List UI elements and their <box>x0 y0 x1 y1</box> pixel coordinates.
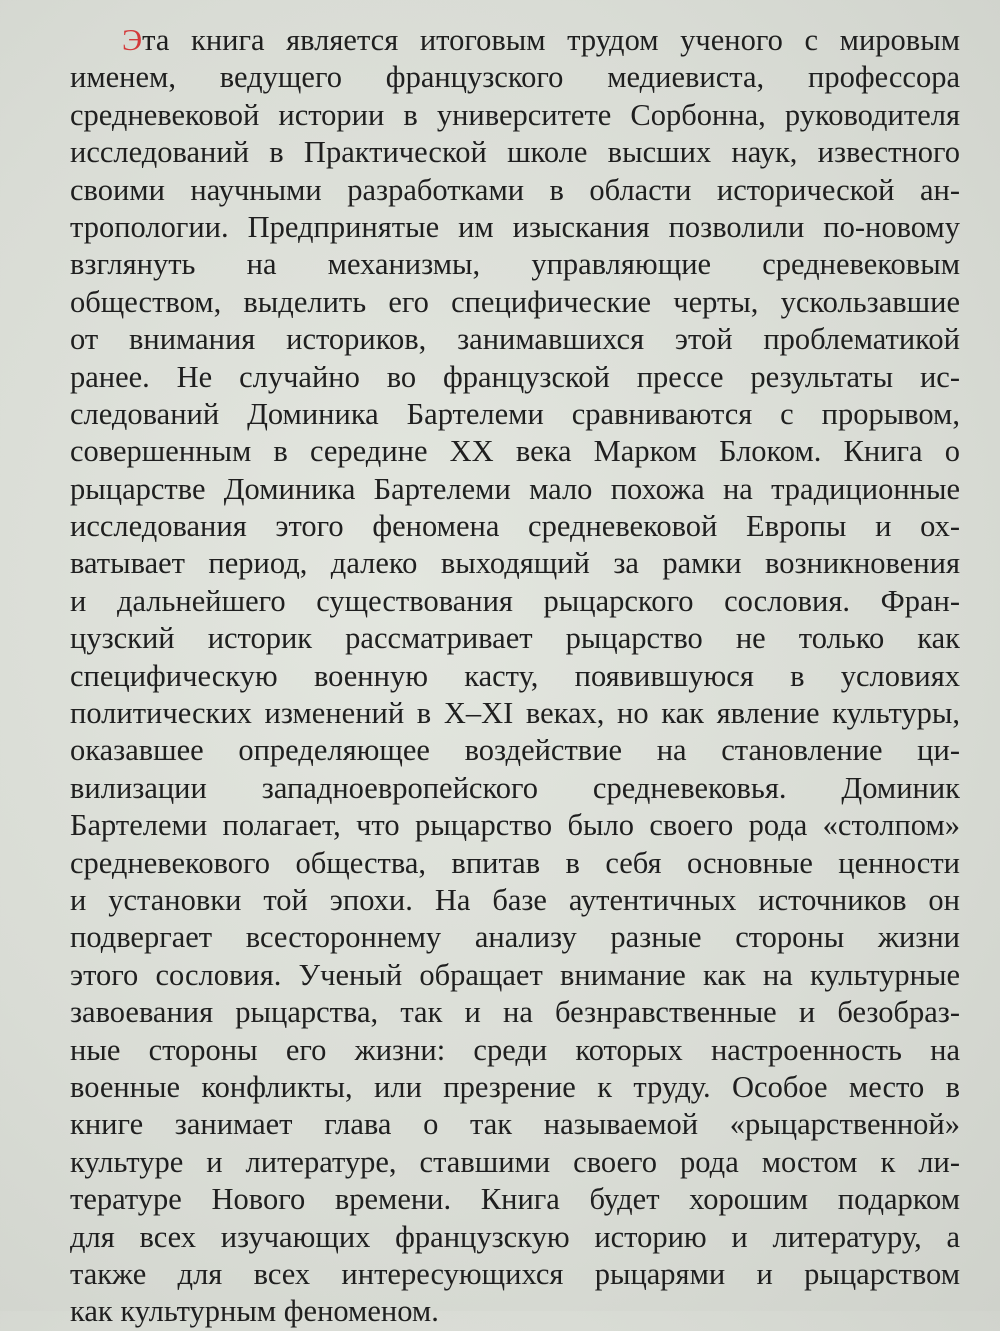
text-line: вилизации западноевропейского средневековья. Доминик <box>70 770 960 805</box>
drop-cap-letter: Э <box>122 23 143 57</box>
text-line: и дальнейшего существования рыцарского сословия. Фран- <box>70 583 960 618</box>
text-line: ранее. Не случайно во французской прессе результаты ис- <box>70 359 960 394</box>
text-line: оказавшее определяющее воздействие на становление ци- <box>70 733 960 768</box>
text-line: также для всех интересующихся рыцарями и рыцарством <box>70 1256 960 1291</box>
text-line: военные конфликты, или презрение к труду. Особое место в <box>70 1069 960 1104</box>
text-line: и установки той эпохи. На базе аутентичных источников он <box>70 882 960 917</box>
text-line: тературе Нового времени. Книга будет хорошим подарком <box>70 1182 960 1217</box>
text-line: средневекового общества, впитав в себя основные ценности <box>70 845 960 880</box>
first-line-text: та книга является итоговым трудом ученого с мировым <box>142 23 960 57</box>
annotation-text <box>70 22 960 1331</box>
text-line: тропологии. Предпринятые им изыскания позволили по-новому <box>70 209 960 244</box>
text-line: книге занимает глава о так называемой «рыцарственной» <box>70 1107 960 1142</box>
text-line: специфическую военную касту, появившуюся в условиях <box>70 658 960 693</box>
text-line: рыцарстве Доминика Бартелеми мало похожа на традиционные <box>70 471 960 506</box>
text-line: обществом, выделить его специфические черты, ускользавшие <box>70 284 960 319</box>
text-line: политических изменений в X–XI веках, но как явление культуры, <box>70 696 960 731</box>
text-line: своими научными разработками в области исторической ан- <box>70 172 960 207</box>
text-line: подвергает всестороннему анализу разные стороны жизни <box>70 920 960 955</box>
text-line-last: как культурным феноменом. <box>70 1294 439 1329</box>
text-line: совершенным в середине XX века Марком Блоком. Книга о <box>70 434 960 469</box>
text-line: именем, ведущего французского медиевиста, профессора <box>70 60 960 95</box>
text-line-1 <box>70 22 960 59</box>
text-line: средневековой истории в университете Сорбонна, руководителя <box>70 97 960 132</box>
text-line: завоевания рыцарства, так и на безнравственные и безобраз- <box>70 995 960 1030</box>
text-line: от внимания историков, занимавшихся этой проблематикой <box>70 322 960 357</box>
text-line: ные стороны его жизни: среди которых настроенность на <box>70 1032 960 1067</box>
text-line: культуре и литературе, ставшими своего рода мостом к ли- <box>70 1144 960 1179</box>
text-line: ватывает период, далеко выходящий за рамки возникновения <box>70 546 960 581</box>
text-line: цузский историк рассматривает рыцарство не только как <box>70 621 960 656</box>
text-line: взглянуть на механизмы, управляющие средневековым <box>70 247 960 282</box>
text-line: для всех изучающих французскую историю и литературу, а <box>70 1219 960 1254</box>
text-line: следований Доминика Бартелеми сравниваются с прорывом, <box>70 396 960 431</box>
text-line: Бартелеми полагает, что рыцарство было своего рода «столпом» <box>70 808 960 843</box>
text-line: этого сословия. Ученый обращает внимание как на культурные <box>70 957 960 992</box>
text-line: исследования этого феномена средневековой Европы и ох- <box>70 509 960 544</box>
text-line: исследований в Практической школе высших наук, известного <box>70 135 960 170</box>
